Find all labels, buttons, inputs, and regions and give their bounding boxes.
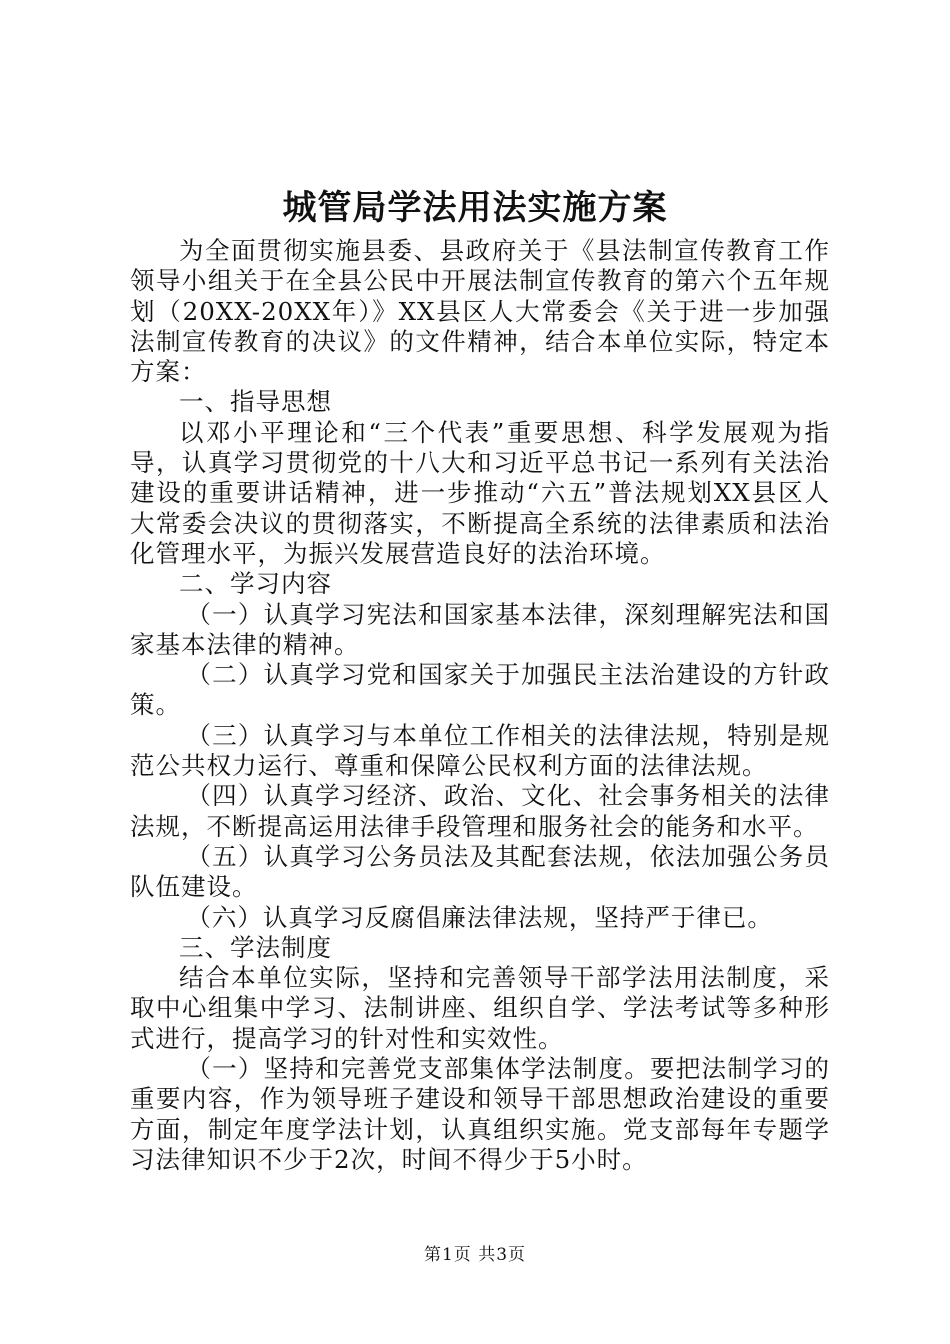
study-item-1: （一）认真学习宪法和国家基本法律，深刻理解宪法和国家基本法律的精神。 [130, 599, 830, 659]
study-item-5: （五）认真学习公务员法及其配套法规，依法加强公务员队伍建设。 [130, 841, 830, 902]
guiding-thought-paragraph: 以邓小平理论和“三个代表”重要思想、科学发展观为指导，认真学习贯彻党的十八大和习近平总书记一系列有关法治建设的重要讲话精神，进一步推动“六五”普法规划XX县区人大常委会决议的贯彻落实，不断提高全系统的法律素质和法治化管理水平，为振兴发展营造良好的法治环境。 [130, 417, 830, 568]
page-footer: 第1页 共3页 [423, 1245, 527, 1265]
intro-paragraph: 为全面贯彻实施县委、县政府关于《县法制宣传教育工作领导小组关于在全县公民中开展法制宣传教育的第六个五年规划（20XX-20XX年）》XX县区人大常委会《关于进一步加强法制宣传教育的决议》的文件精神，结合本单位实际，特定本方案： [130, 236, 830, 387]
study-item-2: （二）认真学习党和国家关于加强民主法治建设的方针政策。 [130, 660, 830, 720]
study-item-6: （六）认真学习反腐倡廉法律法规，坚持严于律已。 [186, 902, 773, 932]
document-title: 城管局学法用法实施方案 [282, 188, 668, 228]
section-heading-study-system: 三、学法制度 [179, 932, 332, 962]
document-body [130, 236, 830, 1175]
study-item-3: （三）认真学习与本单位工作相关的法律法规，特别是规范公共权力运行、尊重和保障公民权利方面的法律法规。 [130, 720, 830, 781]
study-system-item-1: （一）坚持和完善党支部集体学法制度。要把法制学习的重要内容，作为领导班子建设和领导干部思想政治建设的重要方面，制定年度学法计划，认真组织实施。党支部每年专题学习法律知识不少于2次，时间不得少于5小时。 [130, 1054, 830, 1174]
section-heading-guiding-thought: 一、指导思想 [179, 387, 332, 417]
section-heading-study-content: 二、学习内容 [179, 569, 332, 599]
study-item-4: （四）认真学习经济、政治、文化、社会事务相关的法律法规，不断提高运用法律手段管理和服务社会的能务和水平。 [130, 781, 830, 841]
study-system-paragraph: 结合本单位实际，坚持和完善领导干部学法用法制度，采取中心组集中学习、法制讲座、组织自学、学法考试等多种形式进行，提高学习的针对性和实效性。 [130, 963, 830, 1053]
